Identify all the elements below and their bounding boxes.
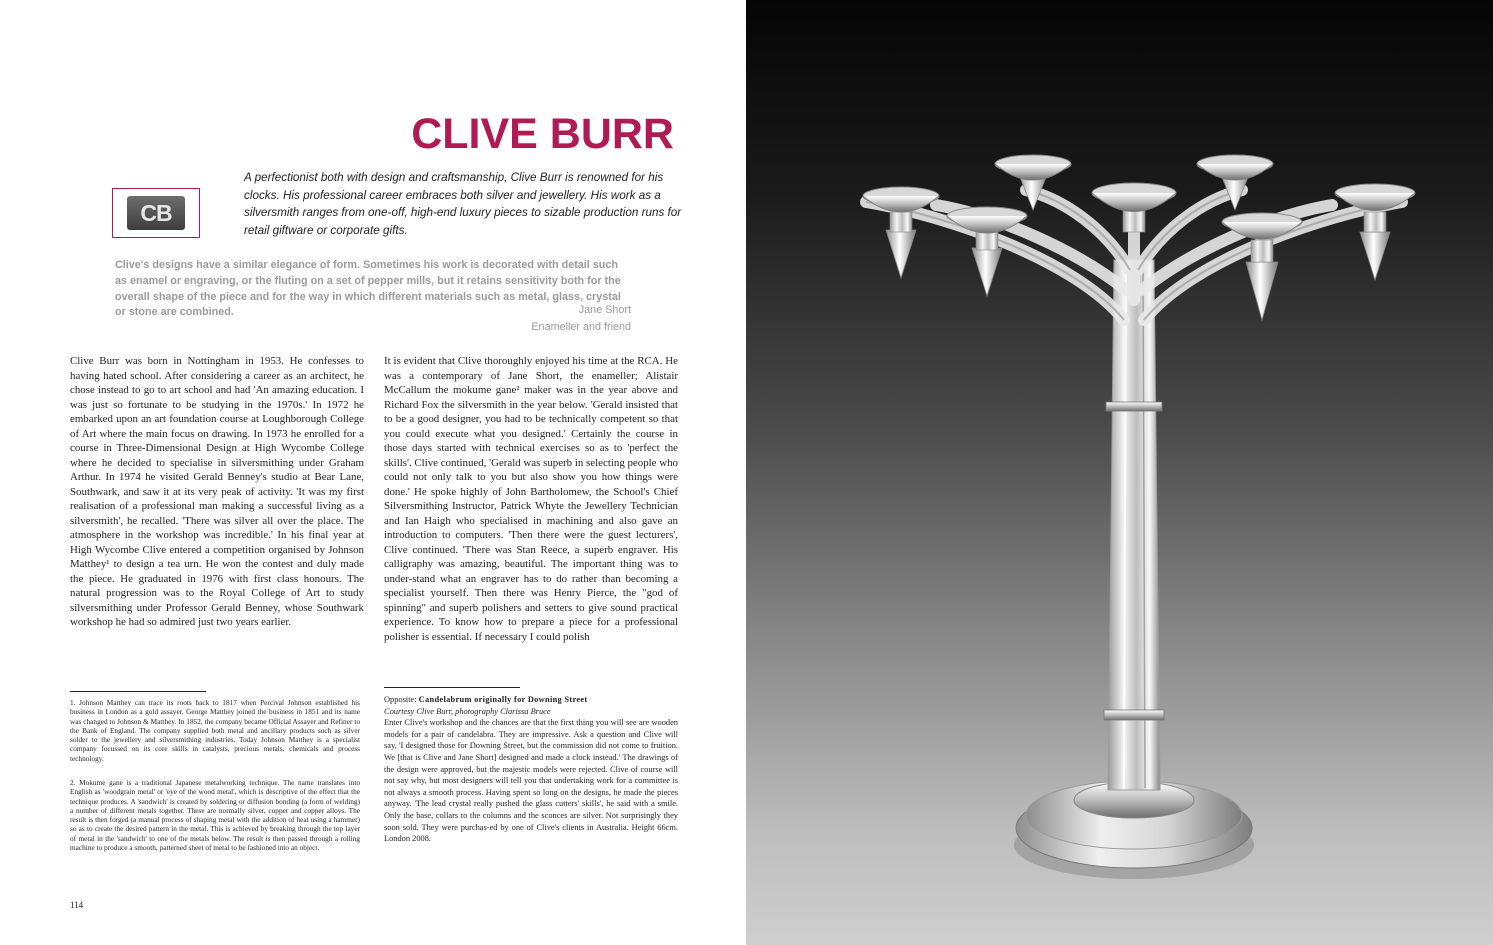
pull-quote: Clive's designs have a similar elegance of form. Sometimes his work is decorated with detail such as enamel or engraving, or the fluting on a set of pepper mills, but it retains sensitivity both for the overall shape of the piece and for the way in which different materials such as metal, glass, crystal or stone are combined. bbox=[115, 259, 621, 319]
sconce-6 bbox=[1222, 213, 1302, 320]
caption-credit: Courtesy Clive Burr, photography Clarissa Bruce bbox=[384, 706, 551, 716]
caption-divider bbox=[384, 687, 520, 688]
photo-caption bbox=[384, 694, 678, 845]
footnote-2: 2. Mokume gane is a traditional Japanese metalworking technique. The name translates into English as 'woodgrain metal' or 'eye of the wood metal', which is descriptive of the effect that the technique produces. A 'sandwich' is created by soldering or diffusion bonding (a form of welding) a number of different metals together. These are normally silver, copper and copper alloys. The result is then forged (a manual process of shaping metal with the addition of heat using a hammer) so as to create the desired pattern in the metal. This is achieved by breaking through the top layer of metal in the 'sandwich' to one of the metals below. The result is then passed through a rolling machine to produce a smooth, patterned sheet of metal to be fashioned into an object. bbox=[70, 778, 360, 852]
left-page bbox=[0, 0, 746, 945]
caption-title: Candelabrum originally for Downing Street bbox=[418, 695, 588, 704]
candelabrum-column bbox=[1104, 260, 1164, 790]
hallmark-logo bbox=[112, 188, 200, 238]
hallmark-plate bbox=[127, 196, 185, 230]
page-title: CLIVE BURR bbox=[411, 110, 674, 158]
caption-text: Enter Clive's workshop and the chances are that the first thing you will see are wooden models for a pair of candelabra. They are impressive. Ask a question and Clive will say, 'I designed those for Downing Street, but the commission did not come to fruition. We [that is Clive and Jane Short] designed and made a clock instead.' The drawings of the design were approved, but the majestic models were rejected. Clive of course will not say why, but most designers will tell you that undertaking work for a committee is not always a smooth process. Having spent so long on the designs, he made the pieces anyway. 'The lead crystal really pushed the glass cutters' skills', he said with a smile. Only the base, collars to the columns and the sconces are silver. Not surprisingly they soon sold. They were purchas-ed by one of Clive's clients in Australia. Height 66cm. London 2008. bbox=[384, 718, 678, 844]
caption-prefix: Opposite: bbox=[384, 695, 419, 704]
sconce-4 bbox=[1092, 183, 1176, 232]
candelabrum-photo bbox=[746, 0, 1493, 945]
quote-author-role: Enameller and friend bbox=[531, 321, 631, 333]
candelabrum-base bbox=[1014, 781, 1254, 879]
intro-paragraph: A perfectionist both with design and craftsmanship, Clive Burr is renowned for his clocks. His professional career embraces both silver and jewellery. His work as a silversmith ranges from one-off, high-end luxury pieces to sizable production runs for retail giftware or corporate gifts. bbox=[244, 171, 682, 237]
body-column-2: It is evident that Clive thoroughly enjoyed his time at the RCA. He was a contemporary of Jane Short, the enameller; Alistair McCallum the mokume gane² maker was in the year above and Richard Fox the silversmith in the year below. 'Gerald insisted that to be a good designer, you had to be technically competent so that you could execute what you designed.' Certainly the course in those days started with technical exercises so as to 'perfect the skills'. Clive continued, 'Gerald was superb in selecting people who could not only talk to you but also show you how things were done.' He spoke highly of John Bartholomew, the School's Chief Silversmithing Instructor, Patrick Whyte the Jewellery Technician and Ian Haigh who specialised in machining and also gave an introduction to computers. 'Then there were the guest lecturers', Clive continued. 'There was Stan Reece, a superb engraver. His calligraphy was amazing, beautiful. The important thing was to under-stand what an engraver has to do rather than becoming a specialist yourself. Then there was Henry Pierce, the "god of spinning" and superb polishers and setters to give sound practical experience. To know how to prepare a piece for a professional polisher is essential. If necessary I could polish bbox=[384, 355, 678, 643]
candelabrum-illustration bbox=[746, 0, 1493, 945]
quote-author: Jane Short bbox=[578, 304, 631, 316]
body-column-1: Clive Burr was born in Nottingham in 1953. He confesses to having hated school. After considering a career as an architect, he chose instead to go to art school and had 'An amazing education. I was just so fortunate to be studying in the 1970s.' In 1972 he embarked upon an art foundation course at Loughborough College of Art where the main focus on drawing. In 1973 he enrolled for a course in Three-Dimensional Design at High Wycombe College where he decided to specialise in silversmithing under Graham Arthur. In 1974 he visited Gerald Benney's studio at Bear Lane, Southwark, and saw it at its very peak of activity. 'It was my first realisation of a professional man making a successful living as a silversmith', he recalled. 'There was silver all over the place. The atmosphere in the workshop was incredible.' In his final year at High Wycombe Clive entered a competition organised by Johnson Matthey¹ to design a tea urn. He won the contest and duly made the piece. He graduated in 1976 with first class honours. The natural progression was to the Royal College of Art to study silversmithing under Professor Gerald Benney, whose Southwark workshop he had so admired just two years earlier. bbox=[70, 355, 364, 628]
hallmark-text: CB bbox=[140, 199, 172, 226]
footnote-divider bbox=[70, 691, 206, 692]
sconce-1 bbox=[863, 187, 939, 278]
page-number: 114 bbox=[70, 900, 84, 910]
footnote-1: 1. Johnson Matthey can trace its roots back to 1817 when Percival Johnson established his business in London as a gold assayer. George Matthey joined the business in 1851 and its name was changed to Johnson & Matthey. In 1852, the company became Official Assayer and Refiner to the Bank of England. The company supplied both metal and ancillary products such as silver solder to the jewellery and silversmithing industries. Today Johnson Matthey is a specialist company focussed on its core skills in catalysts, precious metals, chemicals and process technology. bbox=[70, 698, 360, 763]
sconce-7 bbox=[1335, 184, 1415, 280]
